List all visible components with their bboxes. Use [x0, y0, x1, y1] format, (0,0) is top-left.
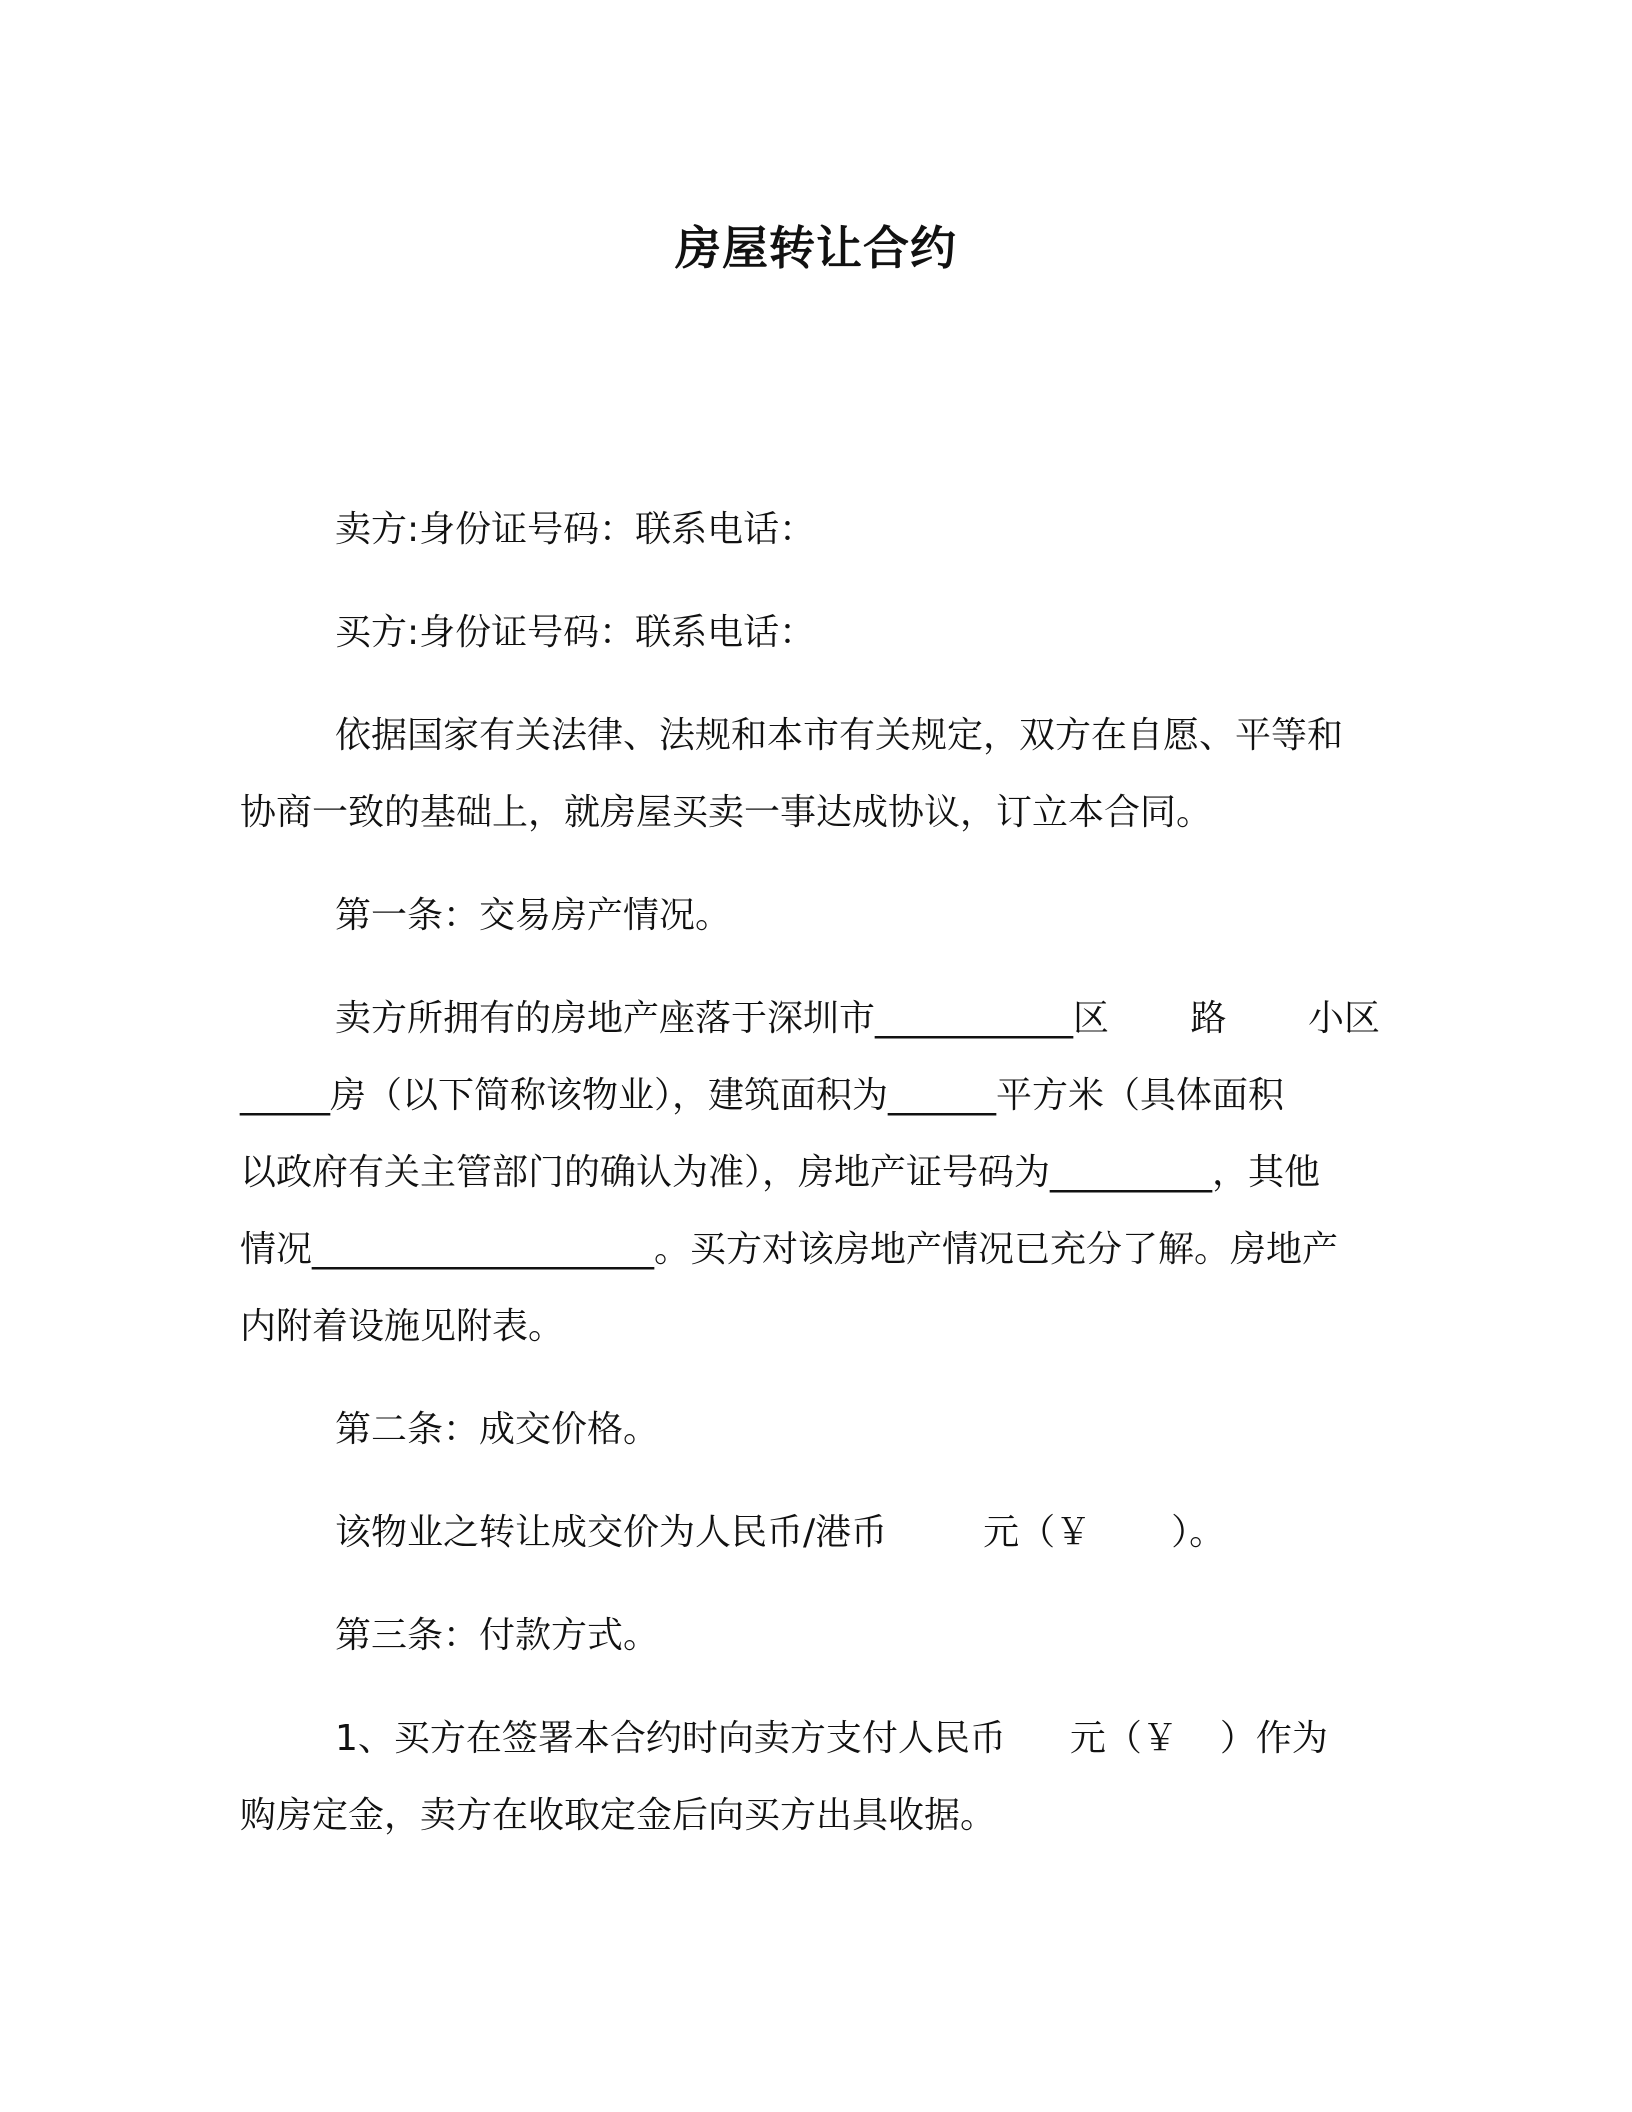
article-3-heading — [240, 1597, 1380, 1674]
property-facilities-line: 内附着设施见附表。 — [240, 1306, 565, 1347]
article-2-heading — [240, 1391, 1380, 1468]
deposit-close-text: ）作为 — [1219, 1718, 1328, 1759]
article-heading: 第一条：交易房产情况。 — [335, 895, 732, 936]
preamble-line-2: 协商一致的基础上，就房屋买卖一事达成协议，订立本合同。 — [240, 792, 1213, 833]
property-location-text: 卖方所拥有的房地产座落于深圳市___________区 — [335, 998, 1110, 1039]
property-location-line — [240, 980, 1380, 1057]
document-title: 房屋转让合约 — [675, 221, 957, 275]
preamble-line-1: 依据国家有关法律、法规和本市有关规定，双方在自愿、平等和 — [335, 715, 1344, 756]
property-certificate-line: 以政府有关主管部门的确认为准），房地产证号码为_________，其他 — [240, 1152, 1321, 1193]
preamble-paragraph — [240, 697, 1380, 851]
community-label: 小区 — [1307, 998, 1380, 1039]
price-line — [240, 1494, 1380, 1571]
article-1-heading — [240, 877, 1380, 954]
price-text: 该物业之转让成交价为人民币/港币 — [335, 1512, 888, 1553]
property-other-line: 情况___________________。买方对该房地产情况已充分了解。房地产 — [240, 1229, 1339, 1270]
property-area-line: _____房（以下简称该物业），建筑面积为______平方米（具体面积 — [240, 1075, 1285, 1116]
deposit-line-2: 购房定金，卖方在收取定金后向买方出具收据。 — [240, 1795, 997, 1836]
article-2-body — [240, 1494, 1380, 1571]
deposit-line — [240, 1700, 1380, 1777]
seller-info — [240, 491, 1380, 568]
deposit-text: 1、买方在签署本合约时向卖方支付人民币 — [335, 1718, 1006, 1759]
article-3-body — [240, 1700, 1380, 1854]
road-label: 路 — [1190, 998, 1227, 1039]
price-yuan-text: 元（￥ — [983, 1512, 1092, 1553]
article-heading: 第二条：成交价格。 — [335, 1409, 660, 1450]
article-heading: 第三条：付款方式。 — [335, 1615, 660, 1656]
buyer-info — [240, 594, 1380, 671]
article-1-body — [240, 980, 1380, 1365]
buyer-line: 买方:身份证号码：联系电话： — [335, 612, 816, 653]
deposit-yuan-text: 元（￥ — [1069, 1718, 1178, 1759]
seller-line: 卖方:身份证号码：联系电话： — [335, 509, 816, 550]
price-close-text: ）。 — [1171, 1512, 1226, 1553]
